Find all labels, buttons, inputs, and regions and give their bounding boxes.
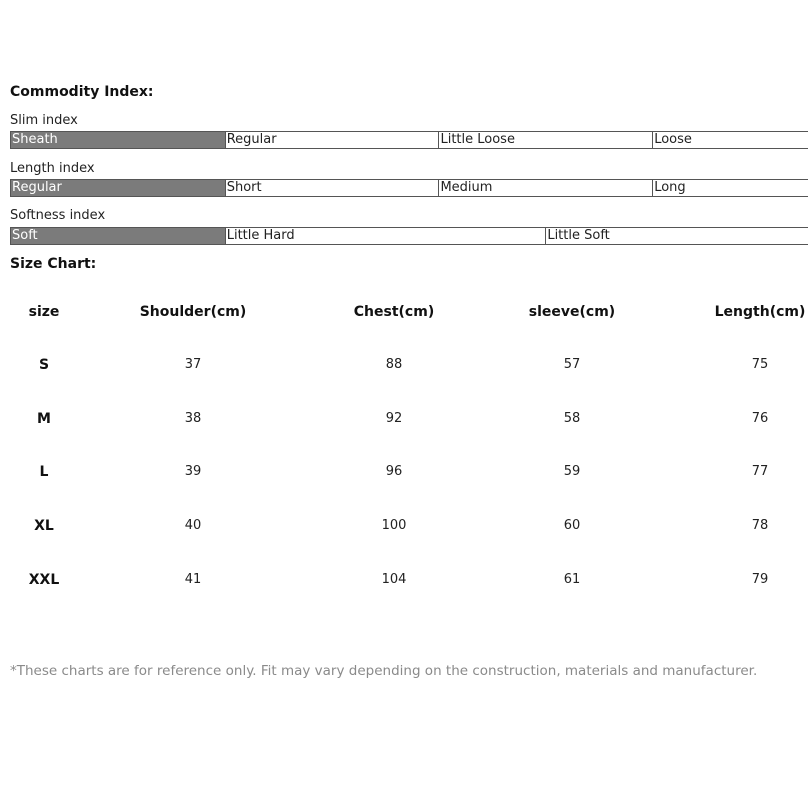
size-cell: XL xyxy=(34,518,54,534)
commodity-index-heading: Commodity Index: xyxy=(10,84,154,100)
header-shoulder: Shoulder(cm) xyxy=(139,304,247,320)
sleeve-cell: 59 xyxy=(563,464,581,479)
slim-index-label: Slim index xyxy=(10,113,78,128)
table-row xyxy=(0,397,808,441)
length-index-label: Length index xyxy=(10,161,95,176)
length-option-short: Short xyxy=(225,180,439,196)
chest-cell: 88 xyxy=(385,357,403,372)
shoulder-cell: 39 xyxy=(184,464,202,479)
slim-option-regular: Regular xyxy=(225,132,439,148)
sleeve-cell: 61 xyxy=(563,572,581,587)
sleeve-cell: 60 xyxy=(563,518,581,533)
header-sleeve: sleeve(cm) xyxy=(528,304,616,320)
softness-option-little-hard: Little Hard xyxy=(225,228,546,244)
length-option-long: Long xyxy=(652,180,808,196)
softness-option-soft: Soft xyxy=(11,228,225,244)
table-row xyxy=(0,343,808,387)
table-row xyxy=(0,450,808,494)
table-row xyxy=(0,504,808,548)
softness-option-little-soft: Little Soft xyxy=(545,228,808,244)
reference-note: *These charts are for reference only. Fit may vary depending on the construction, materials and manufacturer. xyxy=(10,663,758,679)
length-option-regular: Regular xyxy=(11,180,225,196)
chest-cell: 92 xyxy=(385,411,403,426)
size-chart-heading: Size Chart: xyxy=(10,256,97,272)
shoulder-cell: 41 xyxy=(184,572,202,587)
slim-option-little-loose: Little Loose xyxy=(438,132,652,148)
sleeve-cell: 58 xyxy=(563,411,581,426)
size-cell: S xyxy=(38,357,50,373)
length-option-medium: Medium xyxy=(438,180,652,196)
length-cell: 75 xyxy=(751,357,769,372)
size-cell: L xyxy=(39,464,49,480)
chest-cell: 100 xyxy=(381,518,407,533)
chest-cell: 104 xyxy=(381,572,407,587)
header-size: size xyxy=(28,304,60,320)
length-index-bar xyxy=(10,179,808,197)
sleeve-cell: 57 xyxy=(563,357,581,372)
header-length: Length(cm) xyxy=(714,304,806,320)
softness-index-label: Softness index xyxy=(10,208,106,223)
shoulder-cell: 38 xyxy=(184,411,202,426)
table-row xyxy=(0,558,808,602)
header-chest: Chest(cm) xyxy=(353,304,435,320)
table-header-row xyxy=(0,290,808,334)
length-cell: 79 xyxy=(751,572,769,587)
slim-option-loose: Loose xyxy=(652,132,808,148)
shoulder-cell: 40 xyxy=(184,518,202,533)
size-cell: M xyxy=(37,411,51,427)
length-cell: 76 xyxy=(751,411,769,426)
slim-index-bar xyxy=(10,131,808,149)
length-cell: 78 xyxy=(751,518,769,533)
chest-cell: 96 xyxy=(385,464,403,479)
length-cell: 77 xyxy=(751,464,769,479)
softness-index-bar xyxy=(10,227,808,245)
size-cell: XXL xyxy=(28,572,60,588)
shoulder-cell: 37 xyxy=(184,357,202,372)
slim-option-sheath: Sheath xyxy=(11,132,225,148)
